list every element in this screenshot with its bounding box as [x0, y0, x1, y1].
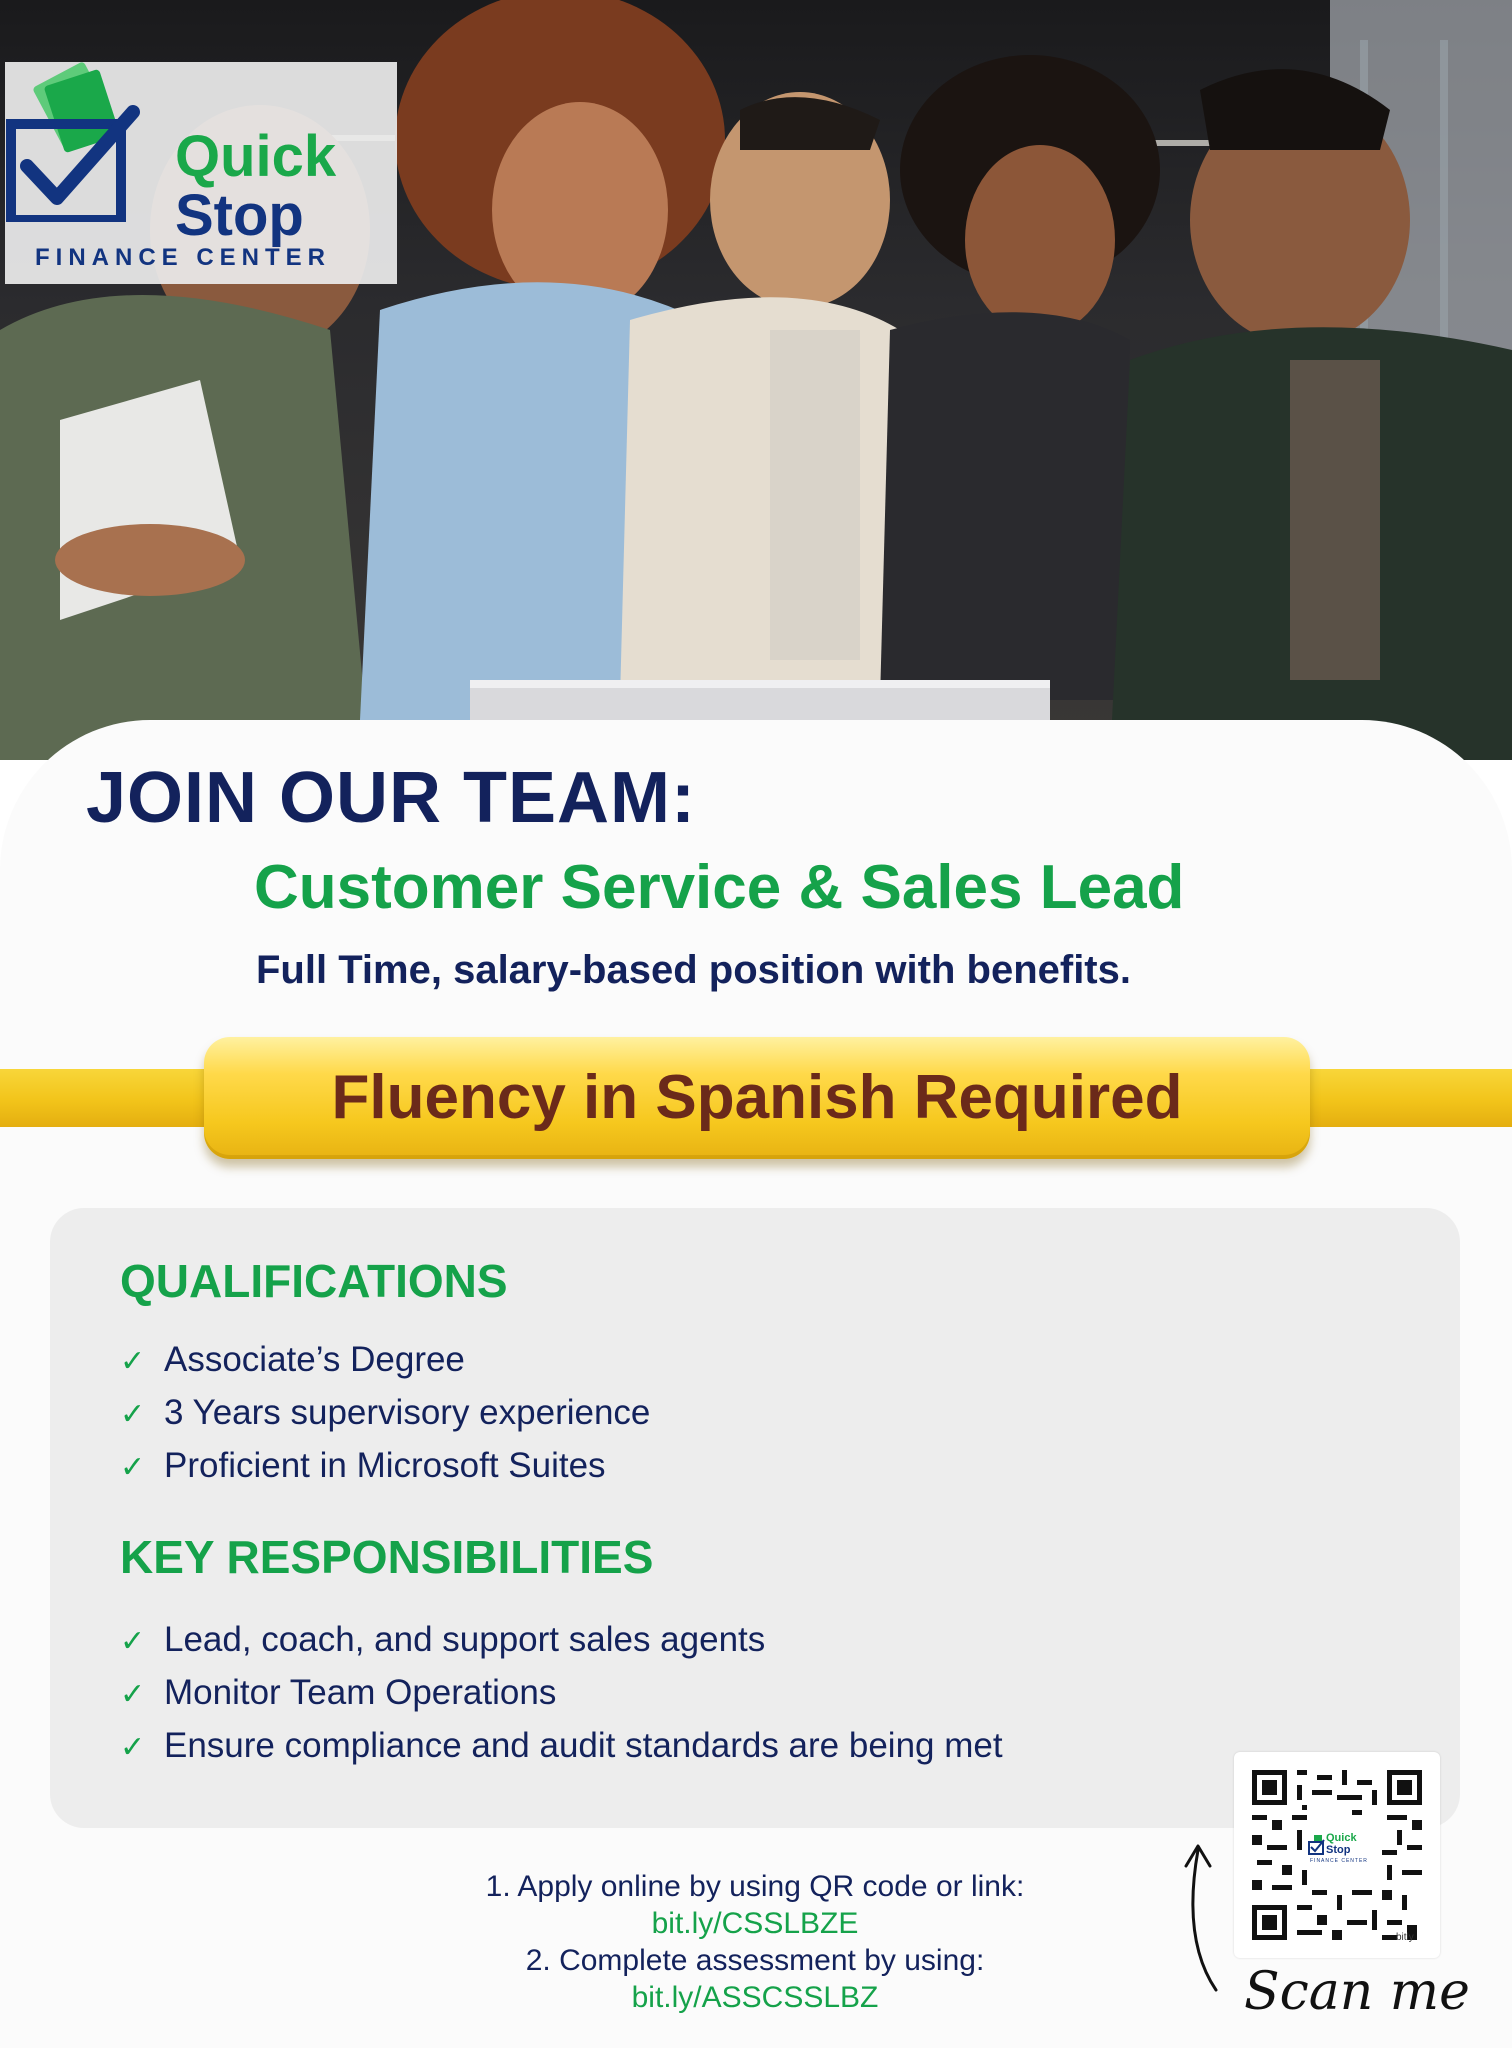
check-icon: ✓	[120, 1731, 146, 1764]
check-icon: ✓	[120, 1678, 146, 1711]
company-logo	[5, 62, 397, 284]
qualification-item: ✓ 3 Years supervisory experience	[120, 1391, 650, 1435]
job-subtitle: Full Time, salary-based position with benefits.	[256, 948, 1131, 992]
check-icon: ✓	[120, 1625, 146, 1658]
checkbox-money-icon	[5, 62, 145, 222]
banner-text: Fluency in Spanish Required	[331, 1063, 1183, 1132]
spanish-required-banner	[204, 1037, 1310, 1159]
qr-badge-tagline: FINANCE CENTER	[1310, 1858, 1368, 1864]
job-role-title: Customer Service & Sales Lead	[254, 853, 1185, 922]
logo-tagline: FINANCE CENTER	[35, 244, 332, 271]
hero-photo	[0, 0, 1512, 760]
apply-step-2: 2. Complete assessment by using:	[525, 1944, 985, 1977]
scan-me-caption: Scan me	[1244, 1962, 1470, 2022]
responsibility-item: ✓ Ensure compliance and audit standards are being met	[120, 1724, 1003, 1768]
check-icon: ✓	[120, 1345, 146, 1378]
qr-code[interactable]	[1234, 1752, 1440, 1958]
apply-link-2[interactable]: bit.ly/ASSCSSLBZ	[631, 1981, 879, 2014]
qr-provider-label: bitly	[1396, 1932, 1414, 1943]
responsibility-item: ✓ Monitor Team Operations	[120, 1671, 556, 1715]
qualification-item: ✓ Proficient in Microsoft Suites	[120, 1444, 606, 1488]
qr-badge-name-top: Quick	[1326, 1832, 1357, 1844]
logo-name-top: Quick	[175, 124, 337, 189]
responsibilities-heading: KEY RESPONSIBILITIES	[120, 1531, 654, 1583]
qualifications-heading: QUALIFICATIONS	[120, 1255, 508, 1307]
check-icon: ✓	[120, 1451, 146, 1484]
qr-badge-name-bottom: Stop	[1326, 1844, 1351, 1856]
logo-name-bottom: Stop	[175, 183, 304, 248]
check-icon: ✓	[120, 1398, 146, 1431]
responsibility-item: ✓ Lead, coach, and support sales agents	[120, 1618, 765, 1662]
checkbox-money-icon	[1308, 1834, 1326, 1856]
apply-link-1[interactable]: bit.ly/CSSLBZE	[651, 1907, 859, 1940]
page-title: JOIN OUR TEAM:	[86, 758, 697, 838]
qr-logo-badge	[1306, 1830, 1368, 1870]
apply-step-1: 1. Apply online by using QR code or link:	[485, 1870, 1025, 1903]
qualification-item: ✓ Associate’s Degree	[120, 1338, 465, 1382]
curved-arrow-icon	[1178, 1830, 1238, 2000]
